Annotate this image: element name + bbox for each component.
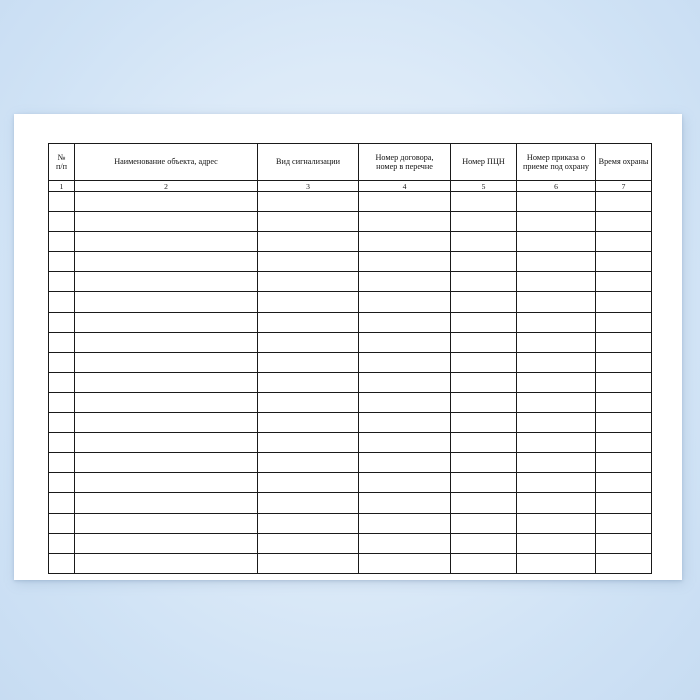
cell-object-name[interactable] bbox=[75, 312, 258, 332]
cell-contract-number[interactable] bbox=[359, 392, 451, 412]
cell-number[interactable] bbox=[49, 433, 75, 453]
column-header-alarm-type-line1: Вид сигнализации bbox=[276, 157, 340, 167]
cell-pcn-number[interactable] bbox=[451, 473, 517, 493]
cell-object-name[interactable] bbox=[75, 433, 258, 453]
cell-object-name[interactable] bbox=[75, 332, 258, 352]
table-row[interactable] bbox=[49, 513, 652, 533]
table-row[interactable] bbox=[49, 372, 652, 392]
cell-object-name[interactable] bbox=[75, 212, 258, 232]
cell-pcn-number[interactable] bbox=[451, 493, 517, 513]
cell-pcn-number[interactable] bbox=[451, 392, 517, 412]
cell-order-number[interactable] bbox=[517, 212, 596, 232]
column-number-7: 7 bbox=[596, 181, 652, 192]
column-header-number bbox=[49, 144, 75, 181]
cell-contract-number[interactable] bbox=[359, 292, 451, 312]
cell-object-name[interactable] bbox=[75, 372, 258, 392]
cell-object-name[interactable] bbox=[75, 252, 258, 272]
cell-alarm-type[interactable] bbox=[258, 212, 359, 232]
cell-contract-number[interactable] bbox=[359, 533, 451, 553]
cell-guard-time[interactable] bbox=[596, 212, 652, 232]
cell-pcn-number[interactable] bbox=[451, 292, 517, 312]
cell-order-number[interactable] bbox=[517, 372, 596, 392]
cell-object-name[interactable] bbox=[75, 232, 258, 252]
cell-alarm-type[interactable] bbox=[258, 493, 359, 513]
cell-guard-time[interactable] bbox=[596, 553, 652, 573]
cell-number[interactable] bbox=[49, 513, 75, 533]
document-page bbox=[14, 114, 682, 580]
cell-alarm-type[interactable] bbox=[258, 513, 359, 533]
column-header-object-name bbox=[75, 144, 258, 181]
column-number-3: 3 bbox=[258, 181, 359, 192]
table-header bbox=[49, 144, 652, 192]
column-number-row bbox=[49, 181, 652, 192]
cell-guard-time[interactable] bbox=[596, 232, 652, 252]
cell-pcn-number[interactable] bbox=[451, 453, 517, 473]
cell-number[interactable] bbox=[49, 252, 75, 272]
cell-alarm-type[interactable] bbox=[258, 392, 359, 412]
cell-contract-number[interactable] bbox=[359, 553, 451, 573]
column-header-order-number-line1: Номер приказа о bbox=[526, 152, 586, 162]
cell-contract-number[interactable] bbox=[359, 212, 451, 232]
cell-object-name[interactable] bbox=[75, 292, 258, 312]
cell-pcn-number[interactable] bbox=[451, 312, 517, 332]
cell-pcn-number[interactable] bbox=[451, 272, 517, 292]
cell-contract-number[interactable] bbox=[359, 433, 451, 453]
table-row[interactable] bbox=[49, 192, 652, 212]
cell-contract-number[interactable] bbox=[359, 513, 451, 533]
table-row[interactable] bbox=[49, 292, 652, 312]
cell-object-name[interactable] bbox=[75, 493, 258, 513]
cell-pcn-number[interactable] bbox=[451, 372, 517, 392]
cell-object-name[interactable] bbox=[75, 272, 258, 292]
cell-contract-number[interactable] bbox=[359, 453, 451, 473]
column-header-number-line1: № bbox=[57, 152, 66, 162]
cell-contract-number[interactable] bbox=[359, 473, 451, 493]
cell-number[interactable] bbox=[49, 372, 75, 392]
cell-number[interactable] bbox=[49, 272, 75, 292]
cell-contract-number[interactable] bbox=[359, 272, 451, 292]
cell-alarm-type[interactable] bbox=[258, 433, 359, 453]
table-row[interactable] bbox=[49, 433, 652, 453]
cell-contract-number[interactable] bbox=[359, 192, 451, 212]
cell-contract-number[interactable] bbox=[359, 493, 451, 513]
cell-object-name[interactable] bbox=[75, 533, 258, 553]
cell-order-number[interactable] bbox=[517, 252, 596, 272]
cell-contract-number[interactable] bbox=[359, 232, 451, 252]
column-header-contract-number-line1: Номер договора, bbox=[375, 152, 434, 162]
cell-pcn-number[interactable] bbox=[451, 513, 517, 533]
column-number-2: 2 bbox=[75, 181, 258, 192]
table-row[interactable] bbox=[49, 493, 652, 513]
cell-alarm-type[interactable] bbox=[258, 252, 359, 272]
cell-order-number[interactable] bbox=[517, 352, 596, 372]
table-row[interactable] bbox=[49, 232, 652, 252]
table-row[interactable] bbox=[49, 413, 652, 433]
cell-guard-time[interactable] bbox=[596, 473, 652, 493]
column-header-number-line2: п/п bbox=[55, 162, 68, 171]
register-table bbox=[48, 143, 652, 574]
cell-guard-time[interactable] bbox=[596, 192, 652, 212]
cell-guard-time[interactable] bbox=[596, 252, 652, 272]
cell-order-number[interactable] bbox=[517, 272, 596, 292]
column-header-order-number bbox=[517, 144, 596, 181]
cell-guard-time[interactable] bbox=[596, 453, 652, 473]
cell-alarm-type[interactable] bbox=[258, 413, 359, 433]
cell-guard-time[interactable] bbox=[596, 392, 652, 412]
cell-guard-time[interactable] bbox=[596, 292, 652, 312]
cell-contract-number[interactable] bbox=[359, 252, 451, 272]
column-number-1: 1 bbox=[49, 181, 75, 192]
header-row bbox=[49, 144, 652, 181]
cell-object-name[interactable] bbox=[75, 192, 258, 212]
cell-pcn-number[interactable] bbox=[451, 413, 517, 433]
cell-object-name[interactable] bbox=[75, 413, 258, 433]
cell-number[interactable] bbox=[49, 473, 75, 493]
cell-number[interactable] bbox=[49, 413, 75, 433]
cell-order-number[interactable] bbox=[517, 553, 596, 573]
cell-contract-number[interactable] bbox=[359, 312, 451, 332]
cell-order-number[interactable] bbox=[517, 312, 596, 332]
cell-pcn-number[interactable] bbox=[451, 553, 517, 573]
cell-alarm-type[interactable] bbox=[258, 352, 359, 372]
table-row[interactable] bbox=[49, 212, 652, 232]
cell-object-name[interactable] bbox=[75, 392, 258, 412]
cell-pcn-number[interactable] bbox=[451, 232, 517, 252]
cell-number[interactable] bbox=[49, 332, 75, 352]
cell-object-name[interactable] bbox=[75, 473, 258, 493]
cell-alarm-type[interactable] bbox=[258, 232, 359, 252]
table-row[interactable] bbox=[49, 332, 652, 352]
cell-alarm-type[interactable] bbox=[258, 453, 359, 473]
cell-contract-number[interactable] bbox=[359, 332, 451, 352]
cell-number[interactable] bbox=[49, 392, 75, 412]
column-header-guard-time-line1: Время охраны bbox=[598, 157, 649, 167]
cell-order-number[interactable] bbox=[517, 392, 596, 412]
table-row[interactable] bbox=[49, 392, 652, 412]
cell-pcn-number[interactable] bbox=[451, 192, 517, 212]
cell-number[interactable] bbox=[49, 232, 75, 252]
table-row[interactable] bbox=[49, 252, 652, 272]
cell-pcn-number[interactable] bbox=[451, 332, 517, 352]
cell-contract-number[interactable] bbox=[359, 413, 451, 433]
cell-guard-time[interactable] bbox=[596, 533, 652, 553]
column-header-order-number-line2: приеме под охрану bbox=[523, 162, 589, 171]
cell-object-name[interactable] bbox=[75, 513, 258, 533]
cell-number[interactable] bbox=[49, 212, 75, 232]
cell-alarm-type[interactable] bbox=[258, 292, 359, 312]
cell-guard-time[interactable] bbox=[596, 372, 652, 392]
cell-alarm-type[interactable] bbox=[258, 332, 359, 352]
cell-alarm-type[interactable] bbox=[258, 473, 359, 493]
column-header-guard-time bbox=[596, 144, 652, 181]
cell-pcn-number[interactable] bbox=[451, 352, 517, 372]
cell-order-number[interactable] bbox=[517, 413, 596, 433]
cell-number[interactable] bbox=[49, 533, 75, 553]
column-header-pcn-number-line1: Номер ПЦН bbox=[462, 157, 505, 167]
cell-order-number[interactable] bbox=[517, 513, 596, 533]
column-header-object-name-line1: Наименование объекта, адрес bbox=[114, 157, 218, 167]
cell-pcn-number[interactable] bbox=[451, 212, 517, 232]
table-row[interactable] bbox=[49, 473, 652, 493]
table-row[interactable] bbox=[49, 453, 652, 473]
cell-number[interactable] bbox=[49, 352, 75, 372]
cell-number[interactable] bbox=[49, 493, 75, 513]
cell-alarm-type[interactable] bbox=[258, 192, 359, 212]
cell-order-number[interactable] bbox=[517, 332, 596, 352]
table-body bbox=[49, 192, 652, 574]
register-table-area bbox=[48, 143, 651, 555]
cell-guard-time[interactable] bbox=[596, 272, 652, 292]
cell-alarm-type[interactable] bbox=[258, 553, 359, 573]
table-row[interactable] bbox=[49, 312, 652, 332]
cell-number[interactable] bbox=[49, 192, 75, 212]
cell-guard-time[interactable] bbox=[596, 312, 652, 332]
cell-pcn-number[interactable] bbox=[451, 433, 517, 453]
table-row[interactable] bbox=[49, 533, 652, 553]
cell-order-number[interactable] bbox=[517, 453, 596, 473]
cell-guard-time[interactable] bbox=[596, 352, 652, 372]
cell-pcn-number[interactable] bbox=[451, 252, 517, 272]
cell-object-name[interactable] bbox=[75, 352, 258, 372]
column-number-6: 6 bbox=[517, 181, 596, 192]
cell-number[interactable] bbox=[49, 312, 75, 332]
cell-order-number[interactable] bbox=[517, 433, 596, 453]
cell-alarm-type[interactable] bbox=[258, 312, 359, 332]
cell-contract-number[interactable] bbox=[359, 352, 451, 372]
cell-guard-time[interactable] bbox=[596, 493, 652, 513]
cell-guard-time[interactable] bbox=[596, 413, 652, 433]
table-row[interactable] bbox=[49, 553, 652, 573]
cell-object-name[interactable] bbox=[75, 553, 258, 573]
cell-order-number[interactable] bbox=[517, 493, 596, 513]
cell-number[interactable] bbox=[49, 453, 75, 473]
column-number-4: 4 bbox=[359, 181, 451, 192]
cell-alarm-type[interactable] bbox=[258, 272, 359, 292]
cell-order-number[interactable] bbox=[517, 473, 596, 493]
cell-order-number[interactable] bbox=[517, 232, 596, 252]
cell-guard-time[interactable] bbox=[596, 433, 652, 453]
column-number-5: 5 bbox=[451, 181, 517, 192]
cell-alarm-type[interactable] bbox=[258, 533, 359, 553]
cell-object-name[interactable] bbox=[75, 453, 258, 473]
cell-order-number[interactable] bbox=[517, 292, 596, 312]
column-header-alarm-type bbox=[258, 144, 359, 181]
cell-alarm-type[interactable] bbox=[258, 372, 359, 392]
cell-guard-time[interactable] bbox=[596, 332, 652, 352]
table-row[interactable] bbox=[49, 352, 652, 372]
column-header-pcn-number bbox=[451, 144, 517, 181]
cell-order-number[interactable] bbox=[517, 192, 596, 212]
cell-guard-time[interactable] bbox=[596, 513, 652, 533]
column-header-contract-number-line2: номер в перечне bbox=[376, 162, 433, 171]
cell-contract-number[interactable] bbox=[359, 372, 451, 392]
cell-number[interactable] bbox=[49, 292, 75, 312]
table-row[interactable] bbox=[49, 272, 652, 292]
cell-number[interactable] bbox=[49, 553, 75, 573]
column-header-contract-number bbox=[359, 144, 451, 181]
cell-order-number[interactable] bbox=[517, 533, 596, 553]
cell-pcn-number[interactable] bbox=[451, 533, 517, 553]
